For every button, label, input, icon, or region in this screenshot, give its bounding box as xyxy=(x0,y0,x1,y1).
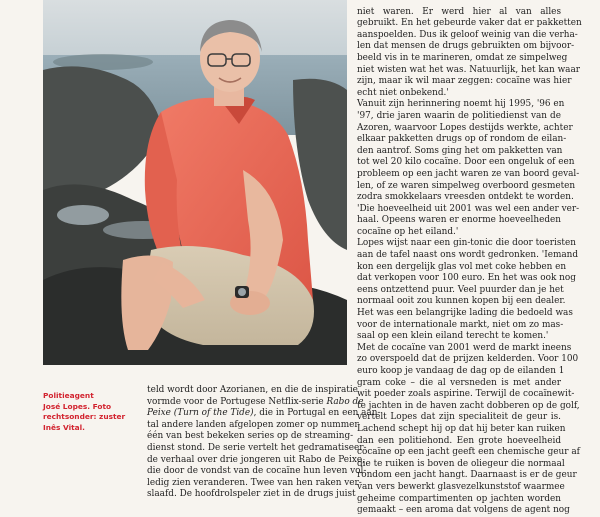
article-line: euro koop je vandaag de dag op de eilanden 1 xyxy=(357,366,565,376)
article-line: aan de tafel naast ons wordt gedronken. 'Iemand xyxy=(357,250,579,261)
article-line: Met de cocaïne van 2001 werd de markt ineens xyxy=(357,342,572,353)
article-line: de verhaal over drie jongeren uit Rabo de Peixe, xyxy=(147,454,365,465)
article-line: gemaakt – een aroma dat volgens de agent nog xyxy=(357,505,570,516)
article-line: zijn, maar ik wil maar zeggen: cocaïne was hier xyxy=(357,76,572,87)
article-line: zo overspoeld dat de prijzen kelderden. Voor 100 xyxy=(357,354,579,365)
article-line: Azoren, waarvoor Lopes destijds werkte, achter xyxy=(357,122,573,133)
article-line: dan een politiehond. Een grote hoeveelheid xyxy=(357,435,561,446)
article-line: eens ontzettend puur. Veel puurder dan je het xyxy=(357,284,564,295)
article-line: teld wordt door Azorianen, en die de inspiratie xyxy=(147,385,358,395)
photo-illustration xyxy=(43,0,347,365)
caption-line: Inês Vital. xyxy=(43,422,85,432)
article-line: gram coke – die al versneden is met ander xyxy=(357,377,561,388)
article-line: len dat mensen de drugs gebruikten om bijvoor- xyxy=(357,41,575,52)
article-line: tal andere landen afgelopen zomer op nummer xyxy=(147,419,359,430)
article-line: vormde voor de Portugese Netflix-serie Rabo de xyxy=(147,396,364,407)
article-line: Vanuit zijn herinnering noemt hij 1995, '96 en xyxy=(357,99,565,110)
article-column-bottom xyxy=(147,385,381,501)
article-line: te jachten in de haven zacht dobberen op de golf, xyxy=(357,400,580,411)
article-line: 'Die hoeveelheid uit 2001 was wel een ander ver- xyxy=(357,203,580,214)
caption-line: José Lopes. Foto xyxy=(43,401,112,411)
article-line: echt niet onbekend.' xyxy=(357,87,449,98)
article-line: die door de vondst van de cocaïne hun leven vol- xyxy=(147,466,367,477)
article-line: aanspoelden. Dus ik geloof weinig van die verha- xyxy=(357,29,578,40)
article-line: saal op een klein eiland terecht te komen.' xyxy=(357,331,549,342)
article-line: van vers bewerkt glasvezelkunststof waarmee xyxy=(357,481,565,492)
article-line: rondom een jacht hangt. Daarnaast is er de geur xyxy=(357,470,577,481)
article-line: elkaar pakketten drugs op of rondom de eilan- xyxy=(357,134,567,145)
article-line: slaafd. De hoofdrolspeler ziet in de drugs juist xyxy=(147,489,356,500)
article-line: Lopes wijst naar een gin-tonic die door toeristen xyxy=(357,238,576,249)
article-line: Het was een belangrijke lading die bedoeld was xyxy=(357,308,573,319)
article-line xyxy=(357,0,561,7)
article-line: cocaïne op een jacht geeft een chemische geur af xyxy=(357,447,580,458)
article-line: beeld vis in te marineren, omdat ze simpelweg xyxy=(357,52,568,63)
article-line: len, of ze waren simpelweg overboord gesmeten xyxy=(357,180,576,191)
article-line: één van best bekeken series op de streaming- xyxy=(147,431,354,442)
article-line: cocaïne op het eiland.' xyxy=(357,226,459,237)
article-line: geheime compartimenten op jachten worden xyxy=(357,493,561,504)
article-line: voor de internationale markt, niet om zo mas- xyxy=(357,319,564,330)
article-line: niet waren. Er werd hier al van alles xyxy=(357,6,561,17)
caption-line: Politieagent xyxy=(43,391,94,400)
article-line: vertelt Lopes dat zijn specialiteit de geur is. xyxy=(357,412,561,423)
caption-line: rechtsonder: zuster xyxy=(43,412,126,421)
article-line: wit poeder zoals aspirine. Terwijl de cocaïnewit- xyxy=(357,389,575,400)
article-line: haal. Opeens waren er enorme hoeveelheden xyxy=(357,215,561,226)
article-line: probleem op een jacht waren ze van boord geval- xyxy=(357,168,580,179)
article-line: zodra smokkelaars vreesden ontdekt te worden. xyxy=(357,192,574,203)
article-line: dat verkopen voor 100 euro. En het was ook nog xyxy=(357,273,576,284)
portrait-photo xyxy=(43,0,347,365)
article-line: Lachend schept hij op dat hij beter kan ruiken xyxy=(357,423,566,434)
article-line: Peixe (Turn of the Tide), die in Portugal en een aan- xyxy=(147,408,381,419)
article-line: dienst stond. De serie vertelt het gedramatiseer- xyxy=(147,442,367,453)
article-line: normaal ooit zou kunnen kopen bij een dealer. xyxy=(357,296,566,307)
article-line: kon een dergelijk glas vol met coke hebben en xyxy=(357,261,567,272)
photo-caption xyxy=(43,391,133,433)
article-line: tot wel 20 kilo cocaïne. Door een ongeluk of een xyxy=(357,157,575,168)
article-line: ledig zien veranderen. Twee van hen raken ver- xyxy=(147,477,362,488)
article-line: niet wisten wat het was. Natuurlijk, het kan waar xyxy=(357,64,580,75)
article-line: '97, drie jaren waarin de politiedienst van de xyxy=(357,110,561,121)
article-line: gebruikt. En het gebeurde vaker dat er pakketten xyxy=(357,18,582,29)
article-line: den aantrof. Soms ging het om pakketten van xyxy=(357,145,563,156)
article-column-right xyxy=(357,0,582,517)
article-line: die te ruiken is boven de oliegeur die normaal xyxy=(357,458,565,469)
